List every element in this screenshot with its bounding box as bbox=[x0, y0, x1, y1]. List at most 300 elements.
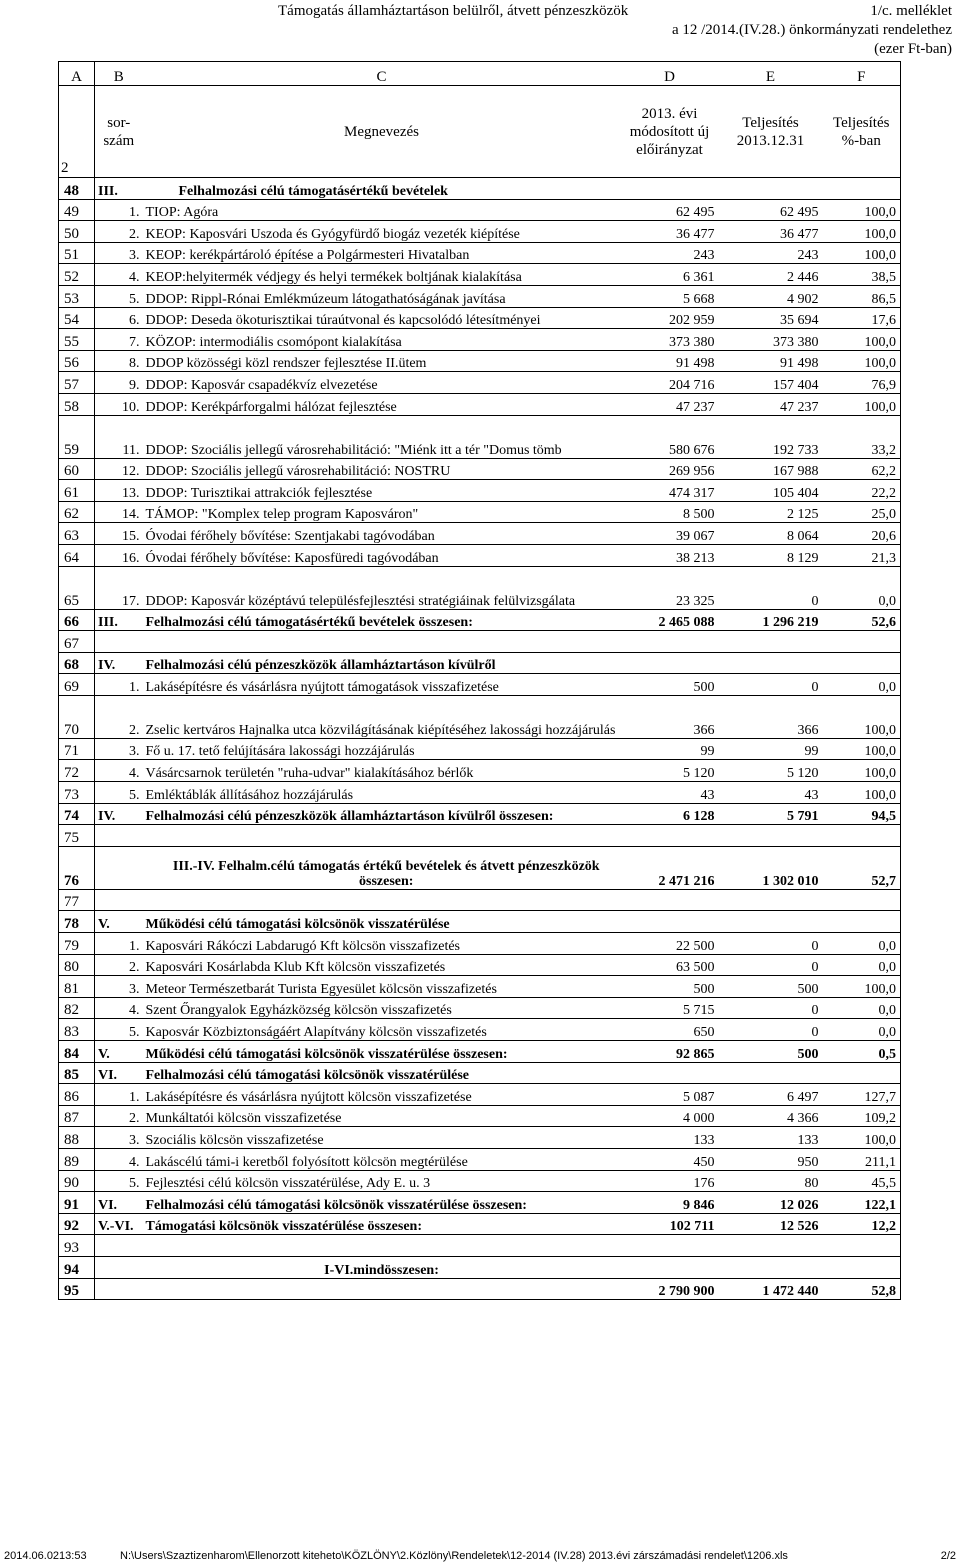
row-name: Szent Őrangyalok Egyházközség kölcsön visszafizetés bbox=[143, 997, 621, 1019]
row-number: 58 bbox=[59, 393, 95, 415]
eloiranyzat-value: 373 380 bbox=[621, 329, 719, 351]
row-name: DDOP: Kerékpárforgalmi hálózat fejlesztése bbox=[143, 393, 621, 415]
teljesites-value: 192 733 bbox=[719, 415, 823, 458]
row-number: 72 bbox=[59, 760, 95, 782]
teljesites-value: 35 694 bbox=[719, 307, 823, 329]
row-name bbox=[143, 825, 621, 847]
eloiranyzat-value: 580 676 bbox=[621, 415, 719, 458]
teljesites-pct-value bbox=[823, 631, 901, 653]
row-name: Kaposvári Kosárlabda Klub Kft kölcsön visszafizetés bbox=[143, 954, 621, 976]
eloiranyzat-value: 6 128 bbox=[621, 803, 719, 825]
teljesites-pct-value: 0,5 bbox=[823, 1041, 901, 1063]
teljesites-pct-value bbox=[823, 1235, 901, 1257]
table-row bbox=[59, 760, 901, 782]
row-number: 66 bbox=[59, 609, 95, 631]
row-name: DDOP: Turisztikai attrakciók fejlesztése bbox=[143, 480, 621, 502]
teljesites-pct-value: 38,5 bbox=[823, 264, 901, 286]
row-index: III. bbox=[95, 609, 143, 631]
eloiranyzat-value bbox=[621, 178, 719, 200]
sorszam-header: sor- szám bbox=[95, 86, 143, 178]
teljesites-value: 99 bbox=[719, 738, 823, 760]
row-number: 49 bbox=[59, 199, 95, 221]
row-name: Fejlesztési célú kölcsön visszatérülése, Ady E. u. 3 bbox=[143, 1170, 621, 1192]
eloiranyzat-value: 22 500 bbox=[621, 933, 719, 955]
row-index: 12. bbox=[95, 458, 143, 480]
table-row bbox=[59, 1235, 901, 1257]
table-row bbox=[59, 350, 901, 372]
table-row bbox=[59, 1213, 901, 1235]
eloiranyzat-value: 202 959 bbox=[621, 307, 719, 329]
teljesites-value: 243 bbox=[719, 242, 823, 264]
table-row bbox=[59, 609, 901, 631]
teljesites-header: Teljesítés 2013.12.31 bbox=[719, 86, 823, 178]
row-name: Lakásépítésre és vásárlásra nyújtott támogatások visszafizetése bbox=[143, 674, 621, 696]
row-name: Óvodai férőhely bővítése: Kaposfüredi tagóvodában bbox=[143, 544, 621, 566]
row-index bbox=[95, 631, 143, 653]
teljesites-pct-value: 76,9 bbox=[823, 372, 901, 394]
row-index: 4. bbox=[95, 264, 143, 286]
eloiranyzat-value: 5 087 bbox=[621, 1084, 719, 1106]
row-name: DDOP: Szociális jellegű városrehabilitáció: NOSTRU bbox=[143, 458, 621, 480]
eloiranyzat-value: 269 956 bbox=[621, 458, 719, 480]
row-name bbox=[143, 631, 621, 653]
row-index: 4. bbox=[95, 760, 143, 782]
row-number: 94 bbox=[59, 1256, 95, 1278]
teljesites-pct-value bbox=[823, 889, 901, 911]
row-number: 93 bbox=[59, 1235, 95, 1257]
row-index: 15. bbox=[95, 523, 143, 545]
row-number: 57 bbox=[59, 372, 95, 394]
column-letter: F bbox=[823, 62, 901, 86]
teljesites-pct-value: 0,0 bbox=[823, 954, 901, 976]
row-index: 7. bbox=[95, 329, 143, 351]
table-row bbox=[59, 652, 901, 674]
column-letter: B bbox=[95, 62, 143, 86]
row-number: 60 bbox=[59, 458, 95, 480]
table-row bbox=[59, 307, 901, 329]
teljesites-value: 0 bbox=[719, 954, 823, 976]
teljesites-pct-value: 21,3 bbox=[823, 544, 901, 566]
row-index: V. bbox=[95, 911, 143, 933]
row-index bbox=[95, 889, 143, 911]
eloiranyzat-value: 5 668 bbox=[621, 285, 719, 307]
decree-reference: a 12 /2014.(IV.28.) önkormányzati rendelethez bbox=[671, 22, 952, 38]
row-number: 52 bbox=[59, 264, 95, 286]
teljesites-value: 8 129 bbox=[719, 544, 823, 566]
teljesites-value: 133 bbox=[719, 1127, 823, 1149]
teljesites-value: 12 026 bbox=[719, 1192, 823, 1214]
teljesites-value bbox=[719, 825, 823, 847]
teljesites-pct-value: 0,0 bbox=[823, 933, 901, 955]
table-row bbox=[59, 738, 901, 760]
table-row bbox=[59, 1192, 901, 1214]
teljesites-value: 500 bbox=[719, 976, 823, 998]
eloiranyzat-value: 500 bbox=[621, 674, 719, 696]
column-letter: C bbox=[143, 62, 621, 86]
eloiranyzat-value bbox=[621, 911, 719, 933]
row-number: 89 bbox=[59, 1148, 95, 1170]
teljesites-value: 0 bbox=[719, 674, 823, 696]
row-name: I-VI.mindösszesen: bbox=[143, 1256, 621, 1278]
eloiranyzat-value: 366 bbox=[621, 695, 719, 738]
eloiranyzat-value: 450 bbox=[621, 1148, 719, 1170]
row-number-header: 2 bbox=[59, 86, 95, 178]
eloiranyzat-value: 63 500 bbox=[621, 954, 719, 976]
row-number: 88 bbox=[59, 1127, 95, 1149]
eloiranyzat-value: 91 498 bbox=[621, 350, 719, 372]
row-name: Működési célú támogatási kölcsönök visszatérülése bbox=[143, 911, 621, 933]
row-name: Kaposvári Rákóczi Labdarugó Kft kölcsön visszafizetés bbox=[143, 933, 621, 955]
row-name: Felhalmozási célú pénzeszközök államháztartáson kívülről bbox=[143, 652, 621, 674]
teljesites-value bbox=[719, 889, 823, 911]
row-name: KEOP:helyitermék védjegy és helyi termékek boltjának kialakítása bbox=[143, 264, 621, 286]
row-index bbox=[95, 1278, 143, 1300]
footer-page-number: 2/2 bbox=[940, 1550, 956, 1562]
row-name: Felhalmozási célú támogatási kölcsönök visszatérülése bbox=[143, 1062, 621, 1084]
footer-timestamp: 2014.06.0213:53 bbox=[4, 1550, 87, 1562]
row-name: KEOP: Kaposvári Uszoda és Gyógyfürdő biogáz vezeték kiépítése bbox=[143, 221, 621, 243]
eloiranyzat-value: 43 bbox=[621, 782, 719, 804]
teljesites-pct-value: 52,8 bbox=[823, 1278, 901, 1300]
table-row bbox=[59, 480, 901, 502]
teljesites-value: 2 125 bbox=[719, 501, 823, 523]
teljesites-value: 2 446 bbox=[719, 264, 823, 286]
teljesites-pct-value: 52,6 bbox=[823, 609, 901, 631]
row-index: 5. bbox=[95, 285, 143, 307]
eloiranyzat-value bbox=[621, 1235, 719, 1257]
eloiranyzat-value: 2 471 216 bbox=[621, 846, 719, 889]
teljesites-value bbox=[719, 652, 823, 674]
teljesites-pct-value: 100,0 bbox=[823, 199, 901, 221]
row-index: 1. bbox=[95, 933, 143, 955]
row-name: Óvodai férőhely bővítése: Szentjakabi tagóvodában bbox=[143, 523, 621, 545]
teljesites-pct-value: 100,0 bbox=[823, 393, 901, 415]
row-name: Szociális kölcsön visszafizetése bbox=[143, 1127, 621, 1149]
row-name: KÖZOP: intermodiális csomópont kialakítása bbox=[143, 329, 621, 351]
row-number: 70 bbox=[59, 695, 95, 738]
eloiranyzat-value: 39 067 bbox=[621, 523, 719, 545]
table-row bbox=[59, 544, 901, 566]
row-number: 86 bbox=[59, 1084, 95, 1106]
teljesites-pct-value: 122,1 bbox=[823, 1192, 901, 1214]
row-index: IV. bbox=[95, 803, 143, 825]
row-number: 64 bbox=[59, 544, 95, 566]
table-row bbox=[59, 1127, 901, 1149]
table-row bbox=[59, 1019, 901, 1041]
row-number: 50 bbox=[59, 221, 95, 243]
teljesites-value: 80 bbox=[719, 1170, 823, 1192]
row-index: 4. bbox=[95, 1148, 143, 1170]
row-index: 2. bbox=[95, 695, 143, 738]
page-title: Támogatás államháztartáson belülről, átvett pénzeszközök bbox=[278, 3, 629, 19]
row-number: 62 bbox=[59, 501, 95, 523]
eloiranyzat-value: 176 bbox=[621, 1170, 719, 1192]
row-name: KEOP: kerékpártároló építése a Polgármesteri Hivatalban bbox=[143, 242, 621, 264]
row-number: 85 bbox=[59, 1062, 95, 1084]
eloiranyzat-value bbox=[621, 889, 719, 911]
eloiranyzat-value: 23 325 bbox=[621, 566, 719, 609]
table-row bbox=[59, 782, 901, 804]
eloiranyzat-value: 62 495 bbox=[621, 199, 719, 221]
table-row bbox=[59, 889, 901, 911]
row-name: TIOP: Agóra bbox=[143, 199, 621, 221]
teljesites-pct-value bbox=[823, 825, 901, 847]
eloiranyzat-value: 92 865 bbox=[621, 1041, 719, 1063]
row-name: Működési célú támogatási kölcsönök visszatérülése összesen: bbox=[143, 1041, 621, 1063]
column-letter-row bbox=[59, 62, 901, 86]
table-row bbox=[59, 178, 901, 200]
row-number: 69 bbox=[59, 674, 95, 696]
teljesites-pct-value: 20,6 bbox=[823, 523, 901, 545]
teljesites-pct-value: 0,0 bbox=[823, 674, 901, 696]
row-name: DDOP közösségi közl rendszer fejlesztése II.ütem bbox=[143, 350, 621, 372]
row-index: 1. bbox=[95, 674, 143, 696]
annex-label: 1/c. melléklet bbox=[870, 3, 952, 19]
teljesites-value: 157 404 bbox=[719, 372, 823, 394]
teljesites-pct-value bbox=[823, 1062, 901, 1084]
row-number: 53 bbox=[59, 285, 95, 307]
row-index: 14. bbox=[95, 501, 143, 523]
eloiranyzat-value bbox=[621, 1256, 719, 1278]
teljesites-pct-value: 100,0 bbox=[823, 976, 901, 998]
teljesites-pct-value: 17,6 bbox=[823, 307, 901, 329]
teljesites-pct-value: 0,0 bbox=[823, 566, 901, 609]
row-index: 8. bbox=[95, 350, 143, 372]
teljesites-pct-value: 100,0 bbox=[823, 221, 901, 243]
row-number: 63 bbox=[59, 523, 95, 545]
column-header-row bbox=[59, 86, 901, 178]
row-number: 80 bbox=[59, 954, 95, 976]
teljesites-value: 91 498 bbox=[719, 350, 823, 372]
teljesites-value: 500 bbox=[719, 1041, 823, 1063]
table-row bbox=[59, 976, 901, 998]
table-row bbox=[59, 825, 901, 847]
teljesites-value: 1 302 010 bbox=[719, 846, 823, 889]
row-name: DDOP: Kaposvár csapadékvíz elvezetése bbox=[143, 372, 621, 394]
row-name: Felhalmozási célú támogatásértékű bevételek összesen: bbox=[143, 609, 621, 631]
eloiranyzat-value: 204 716 bbox=[621, 372, 719, 394]
teljesites-pct-value: 100,0 bbox=[823, 782, 901, 804]
teljesites-value: 62 495 bbox=[719, 199, 823, 221]
row-name: Felhalmozási célú pénzeszközök államháztartáson kívülről összesen: bbox=[143, 803, 621, 825]
teljesites-value: 1 296 219 bbox=[719, 609, 823, 631]
row-name: Meteor Természetbarát Turista Egyesület kölcsön visszafizetés bbox=[143, 976, 621, 998]
row-name: III.-IV. Felhalm.célú támogatás értékű bevételek és átvett pénzeszközök összesen: bbox=[95, 846, 621, 889]
teljesites-pct-value: 86,5 bbox=[823, 285, 901, 307]
teljesites-pct-value: 12,2 bbox=[823, 1213, 901, 1235]
row-index: 2. bbox=[95, 1105, 143, 1127]
teljesites-pct-value: 211,1 bbox=[823, 1148, 901, 1170]
teljesites-value: 0 bbox=[719, 997, 823, 1019]
teljesites-value: 43 bbox=[719, 782, 823, 804]
table-row bbox=[59, 1278, 901, 1300]
eloiranyzat-value: 650 bbox=[621, 1019, 719, 1041]
eloiranyzat-header: 2013. évi módosított új előirányzat bbox=[621, 86, 719, 178]
row-number: 75 bbox=[59, 825, 95, 847]
table-row bbox=[59, 285, 901, 307]
row-number: 77 bbox=[59, 889, 95, 911]
table-row bbox=[59, 911, 901, 933]
row-name bbox=[143, 1235, 621, 1257]
table-row bbox=[59, 1170, 901, 1192]
row-name: DDOP: Rippl-Rónai Emlékmúzeum látogathatóságának javítása bbox=[143, 285, 621, 307]
eloiranyzat-value bbox=[621, 631, 719, 653]
table-row bbox=[59, 458, 901, 480]
eloiranyzat-value: 36 477 bbox=[621, 221, 719, 243]
row-index: 2. bbox=[95, 954, 143, 976]
row-name: Munkáltatói kölcsön visszafizetése bbox=[143, 1105, 621, 1127]
table-row bbox=[59, 1041, 901, 1063]
eloiranyzat-value: 6 361 bbox=[621, 264, 719, 286]
row-index: 10. bbox=[95, 393, 143, 415]
teljesites-pct-value: 25,0 bbox=[823, 501, 901, 523]
table-row bbox=[59, 1084, 901, 1106]
teljesites-value: 167 988 bbox=[719, 458, 823, 480]
row-number: 95 bbox=[59, 1278, 95, 1300]
row-name: Lakáscélú támi-i keretből folyósított kölcsön megtérülése bbox=[143, 1148, 621, 1170]
teljesites-value: 373 380 bbox=[719, 329, 823, 351]
row-number: 87 bbox=[59, 1105, 95, 1127]
row-index: VI. bbox=[95, 1062, 143, 1084]
table-row bbox=[59, 1148, 901, 1170]
table-row bbox=[59, 501, 901, 523]
table-row bbox=[59, 803, 901, 825]
teljesites-pct-header: Teljesítés %-ban bbox=[823, 86, 901, 178]
row-name bbox=[143, 889, 621, 911]
teljesites-value bbox=[719, 1256, 823, 1278]
teljesites-value: 47 237 bbox=[719, 393, 823, 415]
row-index: V. bbox=[95, 1041, 143, 1063]
row-number: 81 bbox=[59, 976, 95, 998]
eloiranyzat-value: 47 237 bbox=[621, 393, 719, 415]
teljesites-value: 12 526 bbox=[719, 1213, 823, 1235]
teljesites-pct-value: 0,0 bbox=[823, 997, 901, 1019]
row-index: IV. bbox=[95, 652, 143, 674]
row-index: 3. bbox=[95, 1127, 143, 1149]
row-number: 76 bbox=[59, 846, 95, 889]
row-number: 56 bbox=[59, 350, 95, 372]
row-index: 1. bbox=[95, 1084, 143, 1106]
table-row bbox=[59, 846, 901, 889]
teljesites-value: 0 bbox=[719, 933, 823, 955]
row-number: 73 bbox=[59, 782, 95, 804]
row-index: 3. bbox=[95, 242, 143, 264]
eloiranyzat-value: 102 711 bbox=[621, 1213, 719, 1235]
row-name: Felhalmozási célú támogatásértékű bevételek bbox=[143, 178, 621, 200]
eloiranyzat-value: 2 790 900 bbox=[621, 1278, 719, 1300]
eloiranyzat-value: 5 120 bbox=[621, 760, 719, 782]
teljesites-value: 4 902 bbox=[719, 285, 823, 307]
row-index: 5. bbox=[95, 1019, 143, 1041]
data-table bbox=[58, 61, 901, 1300]
teljesites-pct-value: 52,7 bbox=[823, 846, 901, 889]
row-number: 67 bbox=[59, 631, 95, 653]
eloiranyzat-value bbox=[621, 652, 719, 674]
teljesites-value bbox=[719, 178, 823, 200]
table-row bbox=[59, 1105, 901, 1127]
table-row bbox=[59, 264, 901, 286]
eloiranyzat-value: 243 bbox=[621, 242, 719, 264]
table-row bbox=[59, 221, 901, 243]
row-index: 13. bbox=[95, 480, 143, 502]
row-number: 92 bbox=[59, 1213, 95, 1235]
teljesites-value: 950 bbox=[719, 1148, 823, 1170]
teljesites-pct-value: 100,0 bbox=[823, 1127, 901, 1149]
row-number: 65 bbox=[59, 566, 95, 609]
teljesites-pct-value: 109,2 bbox=[823, 1105, 901, 1127]
teljesites-value: 366 bbox=[719, 695, 823, 738]
row-index: 16. bbox=[95, 544, 143, 566]
teljesites-value bbox=[719, 911, 823, 933]
teljesites-pct-value bbox=[823, 652, 901, 674]
row-index: 17. bbox=[95, 566, 143, 609]
teljesites-value bbox=[719, 1235, 823, 1257]
teljesites-pct-value: 100,0 bbox=[823, 350, 901, 372]
teljesites-value: 105 404 bbox=[719, 480, 823, 502]
row-name: Fő u. 17. tető felújítására lakossági hozzájárulás bbox=[143, 738, 621, 760]
row-number: 90 bbox=[59, 1170, 95, 1192]
row-name: Lakásépítésre és vásárlásra nyújtott kölcsön visszafizetése bbox=[143, 1084, 621, 1106]
row-number: 68 bbox=[59, 652, 95, 674]
teljesites-pct-value: 100,0 bbox=[823, 695, 901, 738]
teljesites-pct-value: 45,5 bbox=[823, 1170, 901, 1192]
eloiranyzat-value: 38 213 bbox=[621, 544, 719, 566]
row-name: DDOP: Szociális jellegű városrehabilitáció: "Miénk itt a tér "Domus tömb bbox=[143, 415, 621, 458]
unit-label: (ezer Ft-ban) bbox=[874, 41, 952, 57]
row-index: 3. bbox=[95, 738, 143, 760]
row-number: 78 bbox=[59, 911, 95, 933]
row-number: 51 bbox=[59, 242, 95, 264]
row-index: 4. bbox=[95, 997, 143, 1019]
table-row bbox=[59, 242, 901, 264]
eloiranyzat-value: 99 bbox=[621, 738, 719, 760]
table-row bbox=[59, 674, 901, 696]
eloiranyzat-value: 8 500 bbox=[621, 501, 719, 523]
column-letter: A bbox=[59, 62, 95, 86]
table-row bbox=[59, 933, 901, 955]
row-number: 84 bbox=[59, 1041, 95, 1063]
row-number: 79 bbox=[59, 933, 95, 955]
row-name: TÁMOP: "Komplex telep program Kaposváron" bbox=[143, 501, 621, 523]
table-row bbox=[59, 199, 901, 221]
row-name: DDOP: Deseda ökoturisztikai túraútvonal és kapcsolódó létesítményei bbox=[143, 307, 621, 329]
row-name: Felhalmozási célú támogatási kölcsönök visszatérülése összesen: bbox=[143, 1192, 621, 1214]
teljesites-pct-value: 94,5 bbox=[823, 803, 901, 825]
teljesites-value: 4 366 bbox=[719, 1105, 823, 1127]
eloiranyzat-value bbox=[621, 825, 719, 847]
eloiranyzat-value bbox=[621, 1062, 719, 1084]
row-index: 5. bbox=[95, 1170, 143, 1192]
teljesites-pct-value: 100,0 bbox=[823, 242, 901, 264]
teljesites-value bbox=[719, 1062, 823, 1084]
row-index: 6. bbox=[95, 307, 143, 329]
row-index: 9. bbox=[95, 372, 143, 394]
row-name: Támogatási kölcsönök visszatérülése összesen: bbox=[143, 1213, 621, 1235]
row-index: VI. bbox=[95, 1192, 143, 1214]
row-number: 54 bbox=[59, 307, 95, 329]
column-letter: E bbox=[719, 62, 823, 86]
row-index: 2. bbox=[95, 221, 143, 243]
row-name bbox=[143, 1278, 621, 1300]
teljesites-value: 1 472 440 bbox=[719, 1278, 823, 1300]
row-number: 74 bbox=[59, 803, 95, 825]
table-row bbox=[59, 523, 901, 545]
row-index: III. bbox=[95, 178, 143, 200]
teljesites-value: 36 477 bbox=[719, 221, 823, 243]
teljesites-pct-value: 0,0 bbox=[823, 1019, 901, 1041]
eloiranyzat-value: 9 846 bbox=[621, 1192, 719, 1214]
eloiranyzat-value: 2 465 088 bbox=[621, 609, 719, 631]
